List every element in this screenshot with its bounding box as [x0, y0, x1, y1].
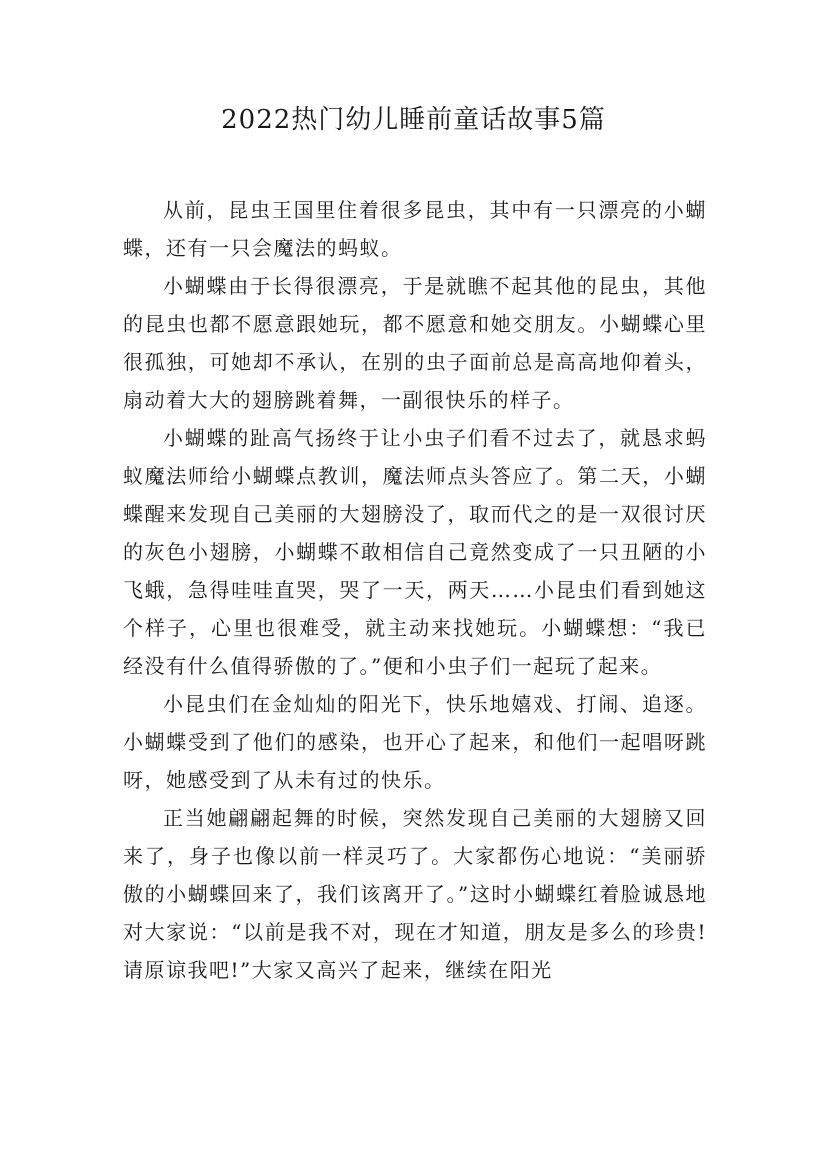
paragraph: 小蝴蝶由于长得很漂亮，于是就瞧不起其他的昆虫，其他的昆虫也都不愿意跟她玩，都不愿意和她交朋友。小蝴蝶心里很孤独，可她却不承认，在别的虫子面前总是高高地仰着头，扇动着大大的翅膀跳着舞，一副很快乐的样子。: [123, 274, 707, 412]
document-body: [123, 191, 707, 989]
paragraph: 小蝴蝶的趾高气扬终于让小虫子们看不过去了，就恳求蚂蚁魔法师给小蝴蝶点教训，魔法师点头答应了。第二天，小蝴蝶醒来发现自己美丽的大翅膀没了，取而代之的是一双很讨厌的灰色小翅膀，小蝴蝶不敢相信自己竟然变成了一只丑陋的小飞蛾，急得哇哇直哭，哭了一天，两天……小昆虫们看到她这个样子，心里也很难受，就主动来找她玩。小蝴蝶想：“我已经没有什么值得骄傲的了。”便和小虫子们一起玩了起来。: [123, 426, 707, 678]
paragraph: 从前，昆虫王国里住着很多昆虫，其中有一只漂亮的小蝴蝶，还有一只会魔法的蚂蚁。: [123, 198, 707, 260]
paragraph: 小昆虫们在金灿灿的阳光下，快乐地嬉戏、打闹、追逐。小蝴蝶受到了他们的感染，也开心了起来，和他们一起唱呀跳呀，她感受到了从未有过的快乐。: [123, 692, 707, 792]
paragraph: 正当她翩翩起舞的时候，突然发现自己美丽的大翅膀又回来了，身子也像以前一样灵巧了。大家都伤心地说：“美丽骄傲的小蝴蝶回来了，我们该离开了。”这时小蝴蝶红着脸诚恳地对大家说：“以前是我不对，现在才知道，朋友是多么的珍贵!请原谅我吧!”大家又高兴了起来，继续在阳光: [123, 806, 707, 982]
document-title: 2022热门幼儿睡前童话故事5篇: [221, 105, 606, 135]
